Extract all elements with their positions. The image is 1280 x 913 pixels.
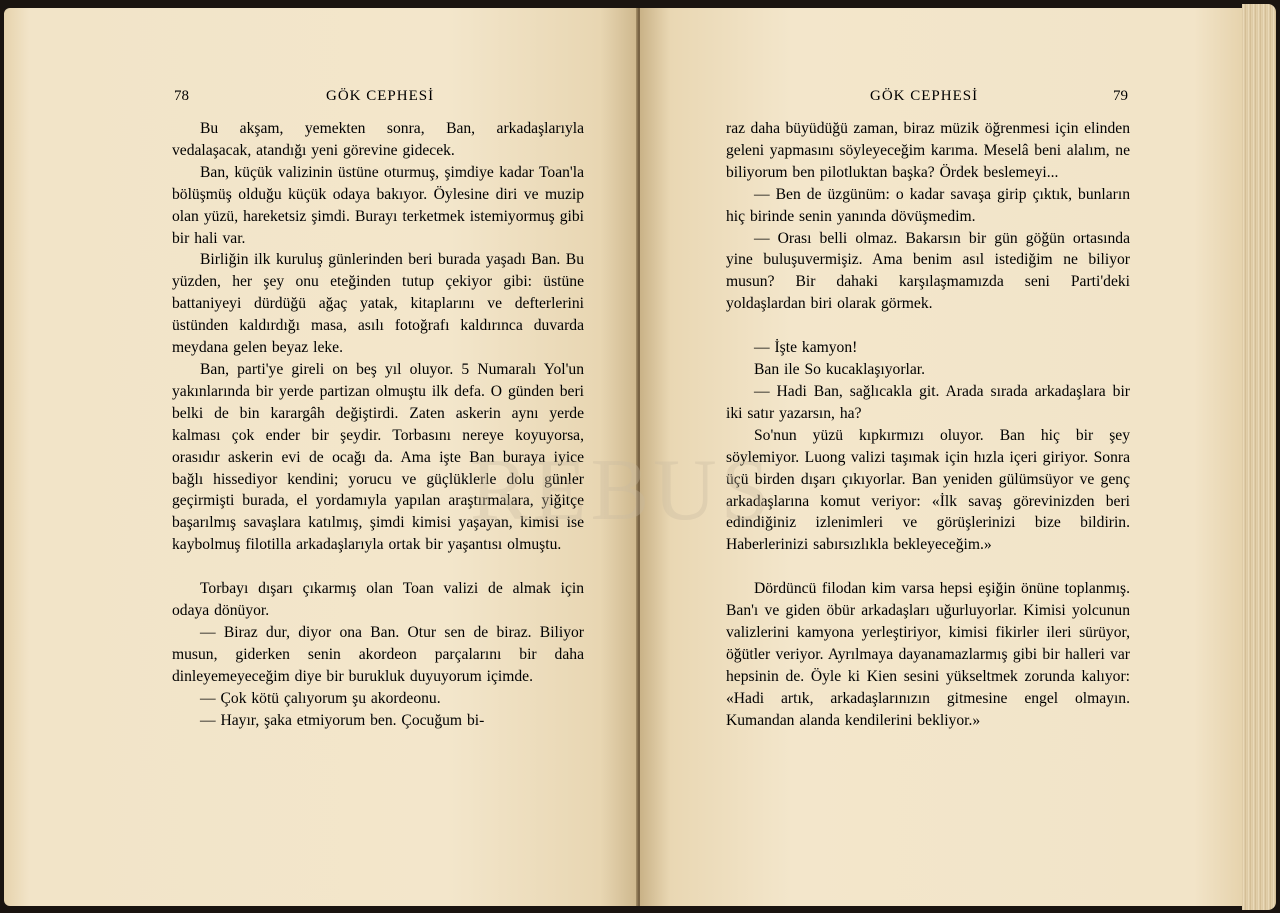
paragraph: — İşte kamyon! <box>754 339 858 357</box>
right-page-body <box>726 118 1130 732</box>
page-edges <box>1242 4 1276 910</box>
paragraph: — Hadi Ban, sağlıcakla git. Arada sırada arkadaşlara bir iki satır yazarsın, ha? <box>726 382 1130 422</box>
paragraph: — Orası belli olmaz. Bakarsın bir gün göğün ortasında yine buluşuvermişiz. Ama benim asıl istediğim ne biliyor musun? Bir dahaki karşılaşmamızda seni Parti'deki yoldaşlardan biri olarak görmek. <box>726 229 1130 313</box>
paragraph: — Ben de üzgünüm: o kadar savaşa girip çıktık, bunların hiç birinde senin yanında dövüşmedim. <box>726 185 1130 225</box>
paragraph: Bu akşam, yemekten sonra, Ban, arkadaşlarıyla vedalaşacak, atandığı yeni görevine gidecek. <box>172 120 584 159</box>
right-running-header: GÖK CEPHESİ <box>870 88 979 104</box>
paragraph: Ban, küçük valizinin üstüne oturmuş, şimdiye kadar Toan'la bölüşmüş olduğu küçük odaya bakıyor. Öylesine diri ve muzip olan yüzü, hareketsiz şimdi. Burayı terketmek istemiyormuş gibi bir hali var. <box>172 163 584 247</box>
watermark: REBUS <box>470 442 774 539</box>
left-page-number: 78 <box>174 88 189 104</box>
paragraph: So'nun yüzü kıpkırmızı oluyor. Ban hiç bir şey söylemiyor. Luong valizi taşımak için hızla içeri giriyor. Sonra üçü birden dışarı çıkıyorlar. Ban yeniden gülümsüyor ve genç arkadaşlarına komut veriyor: «İlk savaş görevinizden beri edindiğiniz izlenimleri ve görüşlerinizi bize bildirin. Haberlerinizi sabırsızlıkla bekleyeceğim.» <box>726 426 1130 554</box>
paragraph: Torbayı dışarı çıkarmış olan Toan valizi de almak için odaya dönüyor. <box>172 580 584 620</box>
paragraph: — Hayır, şaka etmiyorum ben. Çocuğum bi- <box>200 711 485 729</box>
paragraph: Dördüncü filodan kim varsa hepsi eşiğin önüne toplanmış. Ban'ı ve giden öbür arkadaşları uğurluyorlar. Kimisi yolcunun valizlerini kamyona yerleştiriyor, kimisi fikirler ileri sürüyor, öğütler veriyor. Ayrılmaya dayanamazlarmış gibi bir halleri var hepsinin de. Öyle ki Kien sesini yükseltmek zorunda kalıyor: «Hadi artık, arkadaşlarınızın gitmesine engel olmayın. Kumandan alanda kendilerini bekliyor.» <box>726 580 1130 729</box>
paragraph: Birliğin ilk kuruluş günlerinden beri burada yaşadı Ban. Bu yüzden, her şey onu eteğinden tutup çekiyor gibi: üstüne battaniyeyi dürdüğü ağaç yatak, kitaplarını ve defterlerini üstünden kaldırdığı masa, asılı fotoğrafı kaldırınca duvarda meydana gelen beyaz leke. <box>172 251 584 357</box>
paragraph: Ban ile So kucaklaşıyorlar. <box>754 361 926 379</box>
left-page-body <box>172 118 584 731</box>
paragraph: Ban, parti'ye gireli on beş yıl oluyor. 5 Numaralı Yol'un yakınlarında bir yerde partizan olmuştu ilk defa. O günden beri belki de bin karargâh değiştirdi. Zaten askerin aynı yerde kalması çok ender bir şeydir. Torbasını nereye koyuyorsa, orasıdır askerin evi de ocağı da. Ama işte Ban buraya iyice bağlı hissediyor kendini; yorucu ve güçlüklerle dolu günler geçirmişti burada, el yordamıyla yapılan araştırmalara, yiğitçe başarılmış savaşlara katılmış, şimdi kimisi yaşayan, kimisi ise kaybolmuş filotilla arkadaşlarıyla ortak bir yaşantısı olmuştu. <box>172 360 584 554</box>
paragraph: raz daha büyüdüğü zaman, biraz müzik öğrenmesi için elinden geleni yapmasını söyleyeceğim karıma. Meselâ beni alalım, ne biliyorum ben pilotluktan başka? Ördek beslemeyi... <box>726 120 1130 181</box>
right-page-number: 79 <box>1113 88 1128 104</box>
left-running-header: GÖK CEPHESİ <box>326 88 435 104</box>
paragraph: — Biraz dur, diyor ona Ban. Otur sen de biraz. Biliyor musun, giderken senin akordeon parçalarını bir daha dinleyemeyeceğim diye bir burukluk duyuyorum içimde. <box>172 623 584 685</box>
paragraph: — Çok kötü çalıyorum şu akordeonu. <box>200 689 441 707</box>
